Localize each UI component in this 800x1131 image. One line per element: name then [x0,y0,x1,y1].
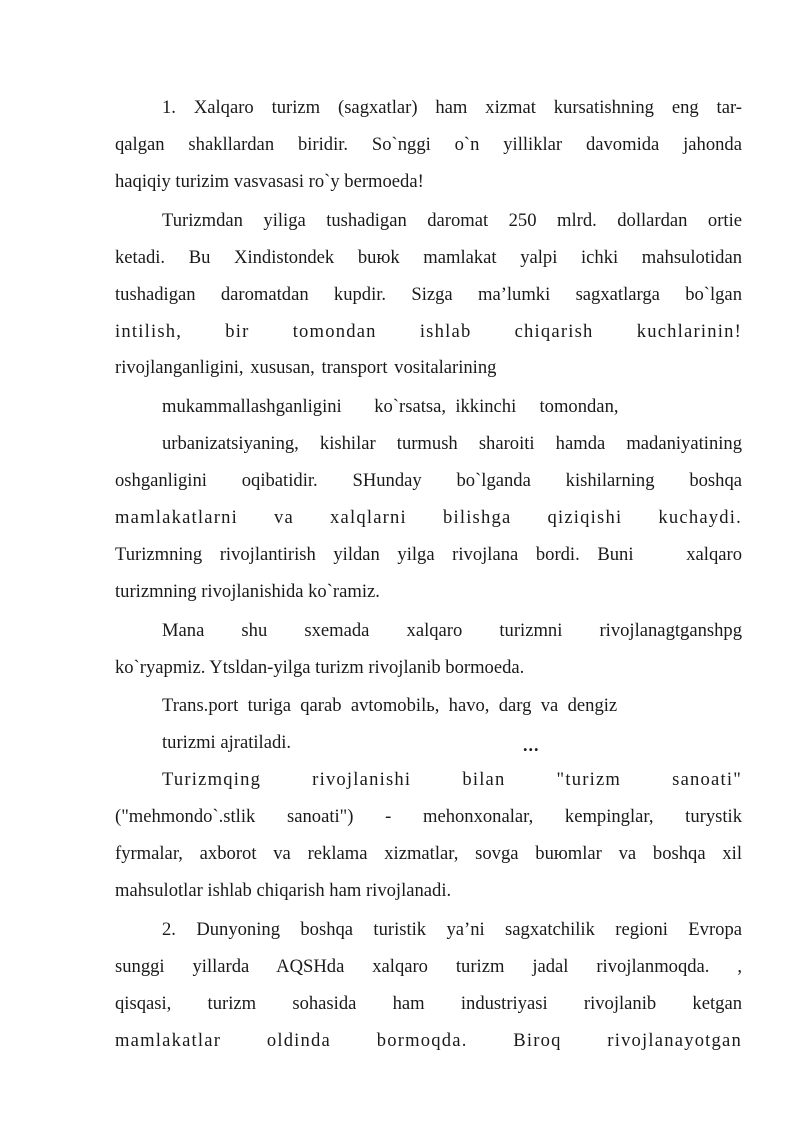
text-line: Turizmdan yiliga tushadigan daromat 250 mlrd. dollardan ortie [162,210,742,231]
text-line: ko`ryapmiz. Ytsldan-yilga turizm rivojlanib bormoeda. [115,657,525,678]
text-line: sunggi yillarda AQSHda xalqaro turizm jadal rivojlanmoqda. , [115,956,742,977]
text-line: turizmning rivojlanishida ko`ramiz. [115,581,380,602]
ellipsis-mark: ... [523,735,540,755]
text-line: Trans.port turiga qarab avtomobilь, havo, darg va dengiz [162,695,618,716]
text-line: qisqasi, turizm sohasida ham industriyasi rivojlanib ketgan [115,993,742,1014]
text-line: ketadi. Bu Xindistondek buюk mamlakat yalpi ichki mahsulotidan [115,247,742,268]
text-line: mamlakatlarni va xalqlarni bilishga qiziqishi kuchaydi. [115,507,742,528]
text-line: 2. Dunyoning boshqa turistik ya’ni sagxatchilik regioni Evropa [162,919,742,940]
text-line: 1. Xalqaro turizm (sagxatlar) ham xizmat kursatishning eng tar- [162,97,742,118]
text-line: Turizmqing rivojlanishi bilan "turizm sanoati" [162,769,742,790]
text-line: mukammallashganligini ko`rsatsa, ikkinchi tomondan, [162,396,619,417]
text-line: mahsulotlar ishlab chiqarish ham rivojlanadi. [115,880,452,901]
text-line: mamlakatlar oldinda bormoqda. Biroq rivojlanayotgan [115,1030,742,1051]
text-line: intilish, bir tomondan ishlab chiqarish kuchlarinin! [115,321,742,342]
text-line: oshganligini oqibatidir. SHunday bo`lganda kishilarning boshqa [115,470,742,491]
text-line: turizmi ajratiladi. [162,732,292,753]
text-line: haqiqiy turizim vasvasasi ro`y bermoeda! [115,171,424,192]
text-line: Mana shu sxemada xalqaro turizmni rivojlanagtganshpg [162,620,742,641]
text-line: qalgan shakllardan biridir. So`nggi o`n yilliklar davomida jahonda [115,134,742,155]
text-line: rivojlanganligini, xususan, transport vositalarining [115,357,497,378]
text-line: Turizmning rivojlantirish yildan yilga rivojlana bordi. Buni xalqaro [115,544,742,565]
text-line: tushadigan daromatdan kupdir. Sizga ma’lumki sagxatlarga bo`lgan [115,284,742,305]
text-line: ("mehmondo`.stlik sanoati") - mehonxonalar, kempinglar, turystik [115,806,742,827]
text-line: urbanizatsiyaning, kishilar turmush sharoiti hamda madaniyatining [162,433,742,454]
text-line: fyrmalar, axborot va reklama xizmatlar, sovga buюmlar va boshqa xil [115,843,742,864]
